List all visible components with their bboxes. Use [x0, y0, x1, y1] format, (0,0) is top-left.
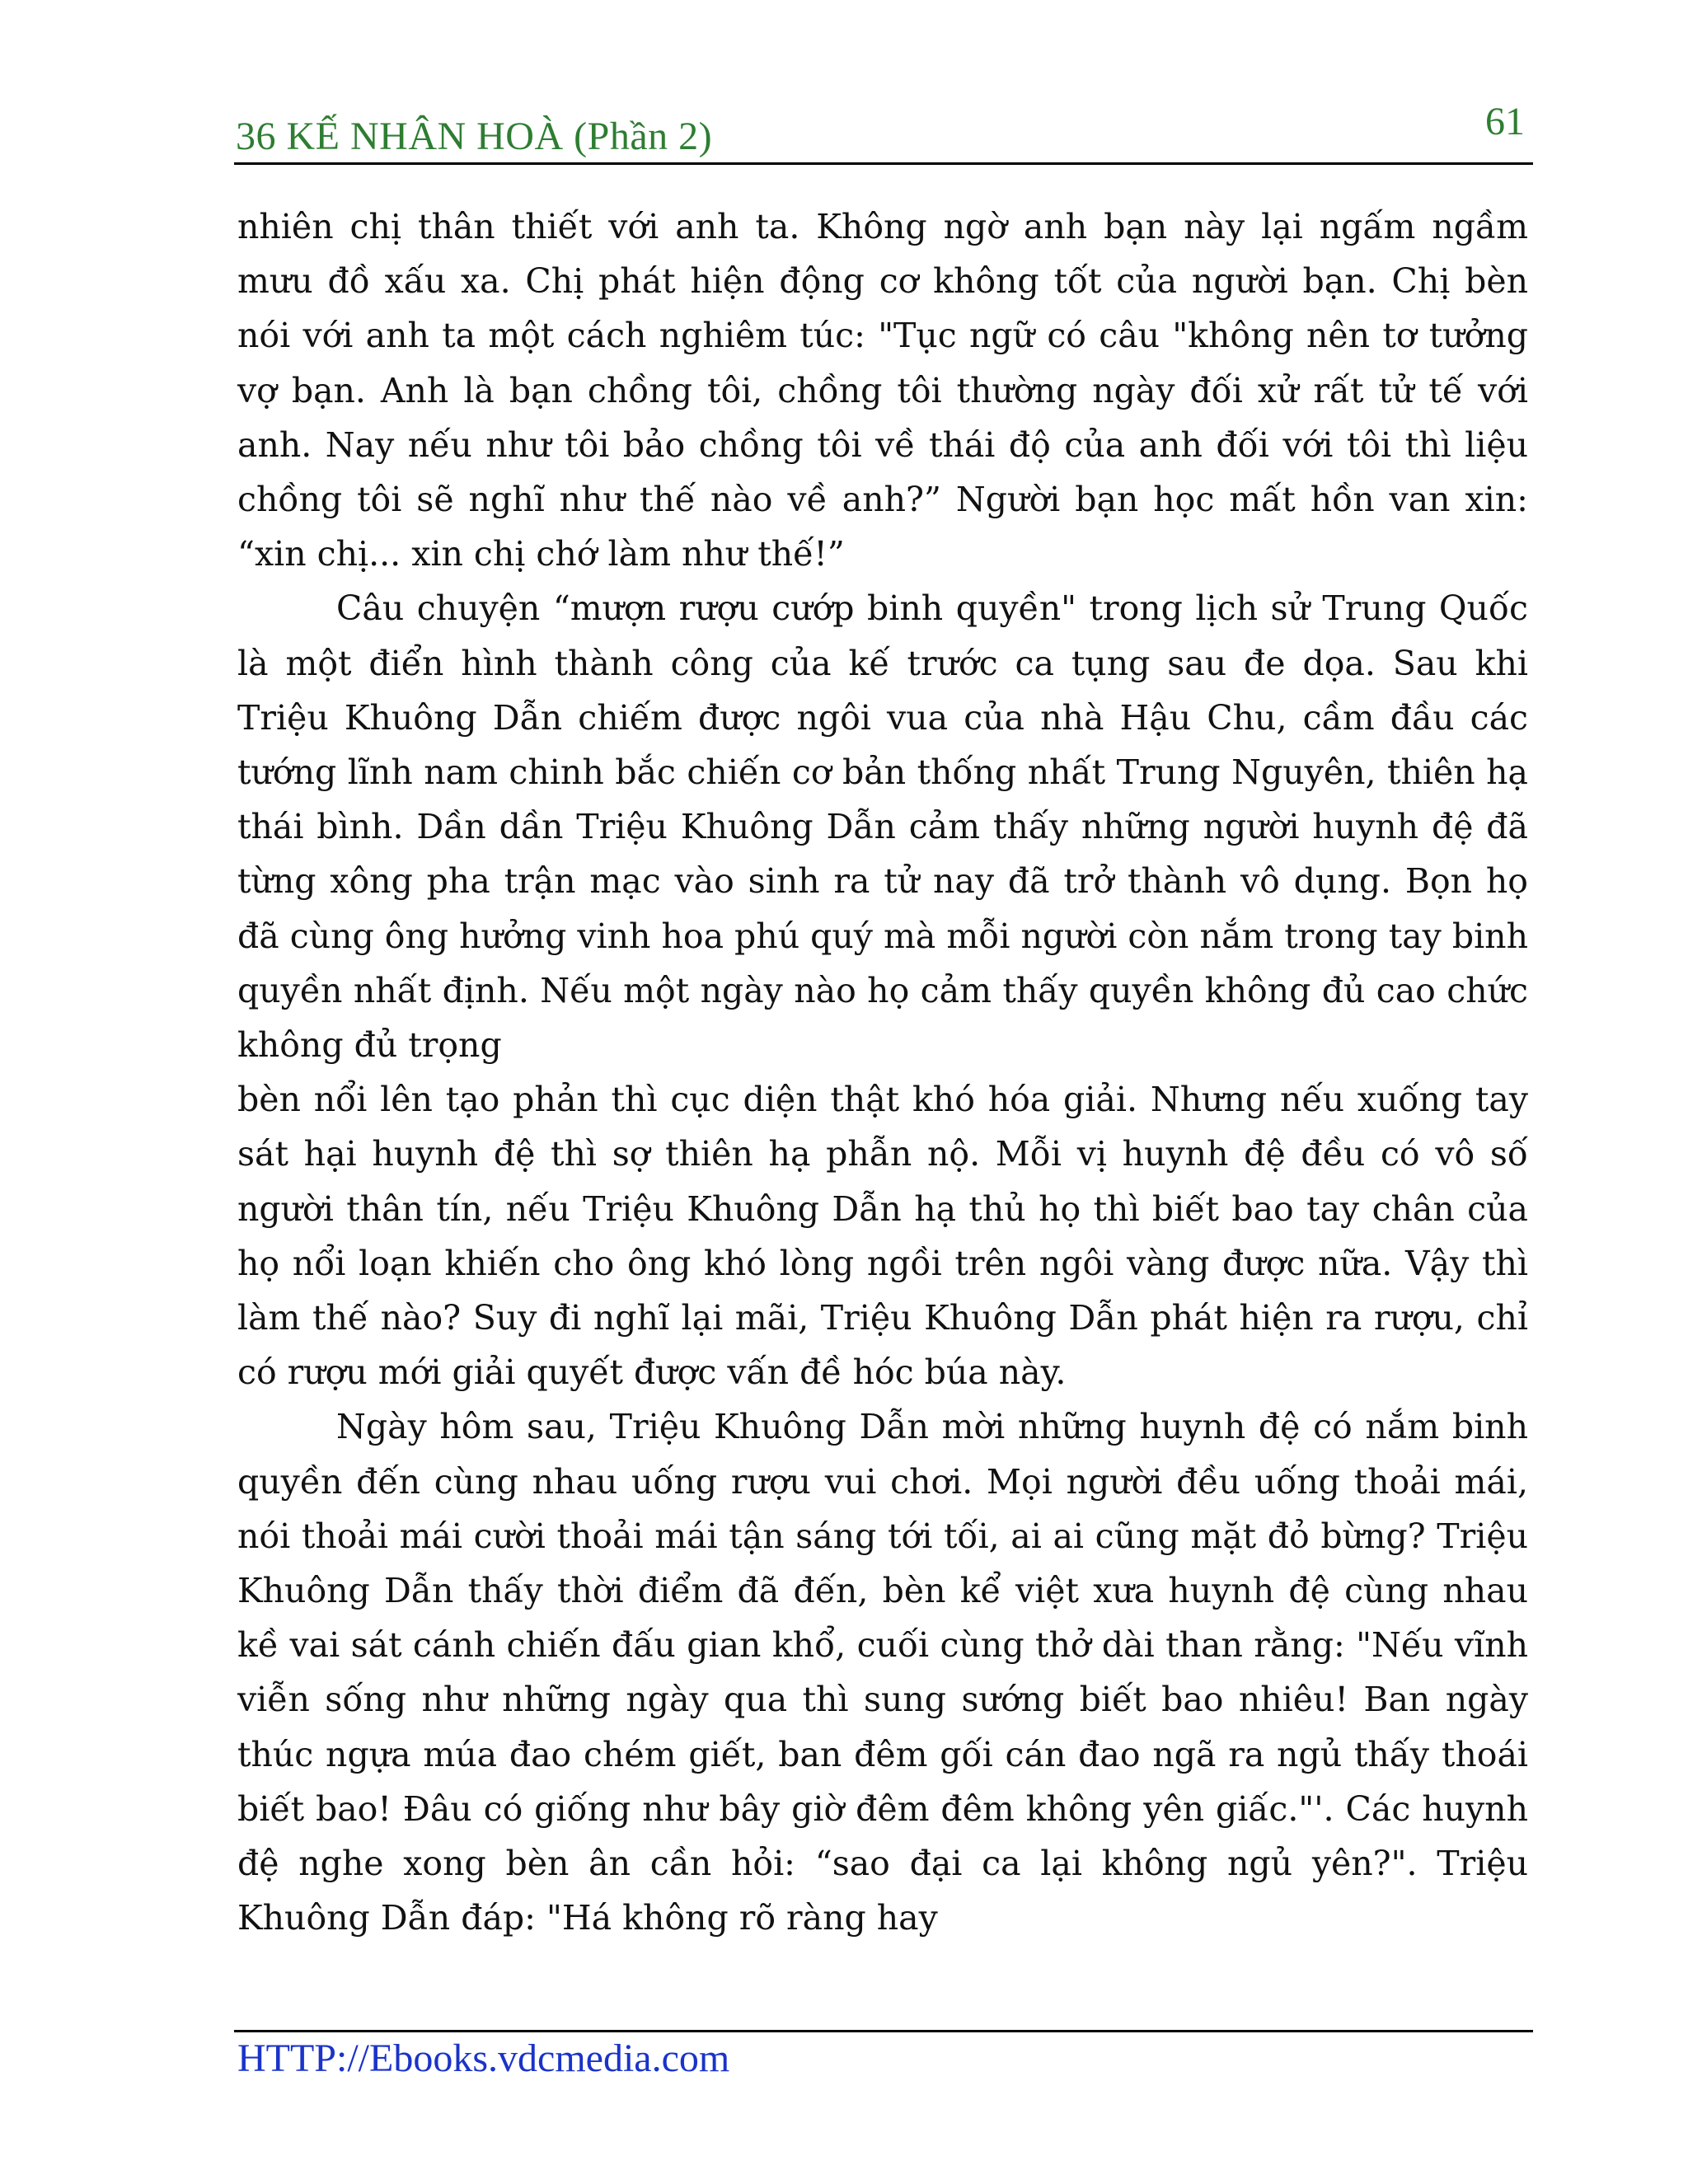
body-text [237, 199, 1528, 1946]
book-title: 36 KẾ NHÂN HOÀ (Phần 2) [236, 115, 713, 158]
footer-link[interactable]: HTTP://Ebooks.vdcmedia.com [237, 2036, 730, 2080]
paragraph-1: nhiên chị thân thiết với anh ta. Không ngờ anh bạn này lại ngấm ngầm mưu đồ xấu xa. Chị phát hiện động cơ không tốt của người bạn. Chị bèn nói với anh ta một cách nghiêm túc: "Tục ngữ có câu "không nên tơ tưởng vợ bạn. Anh là bạn chồng tôi, chồng tôi thường ngày đối xử rất tử tế với anh. Nay nếu như tôi bảo chồng tôi về thái độ của anh đối với tôi thì liệu chồng tôi sẽ nghĩ như thế nào về anh?” Người bạn học mất hồn van xin: “xin chị... xin chị chớ làm như thế!” [237, 207, 1528, 574]
footer-divider [234, 2030, 1533, 2032]
paragraph-3: bèn nổi lên tạo phản thì cục diện thật khó hóa giải. Nhưng nếu xuống tay sát hại huynh đệ thì sợ thiên hạ phẫn nộ. Mỗi vị huynh đệ đều có vô số người thân tín, nếu Triệu Khuông Dẫn hạ thủ họ thì biết bao tay chân của họ nổi loạn khiến cho ông khó lòng ngồi trên ngôi vàng được nữa. Vậy thì làm thế nào? Suy đi nghĩ lại mãi, Triệu Khuông Dẫn phát hiện ra rượu, chỉ có rượu mới giải quyết được vấn đề hóc búa này. [237, 1080, 1528, 1393]
header-divider [234, 162, 1533, 165]
page-header [234, 99, 1533, 165]
paragraph-4: Ngày hôm sau, Triệu Khuông Dẫn mời những huynh đệ có nắm binh quyền đến cùng nhau uống rượu vui chơi. Mọi người đều uống thoải mái, nói thoải mái cười thoải mái tận sáng tới tối, ai ai cũng mặt đỏ bừng? Triệu Khuông Dẫn thấy thời điểm đã đến, bèn kể việt xưa huynh đệ cùng nhau kề vai sát cánh chiến đấu gian khổ, cuối cùng thở dài than rằng: "Nếu vĩnh viễn sống như những ngày qua thì sung sướng biết bao nhiêu! Ban ngày thúc ngựa múa đao chém giết, ban đêm gối cán đao ngã ra ngủ thấy thoái biết bao! Đâu có giống như bây giờ đêm đêm không yên giấc."'. Các huynh đệ nghe xong bèn ân cần hỏi: “sao đại ca lại không ngủ yên?". Triệu Khuông Dẫn đáp: "Há không rõ ràng hay [237, 1407, 1528, 1938]
page-number: 61 [1485, 100, 1525, 143]
paragraph-2: Câu chuyện “mượn rượu cướp binh quyền" trong lịch sử Trung Quốc là một điển hình thành công của kế trước ca tụng sau đe dọa. Sau khi Triệu Khuông Dẫn chiếm được ngôi vua của nhà Hậu Chu, cầm đầu các tướng lĩnh nam chinh bắc chiến cơ bản thống nhất Trung Nguyên, thiên hạ thái bình. Dần dần Triệu Khuông Dẫn cảm thấy những người huynh đệ đã từng xông pha trận mạc vào sinh ra tử nay đã trở thành vô dụng. Bọn họ đã cùng ông hưởng vinh hoa phú quý mà mỗi người còn nắm trong tay binh quyền nhất định. Nếu một ngày nào họ cảm thấy quyền không đủ cao chức không đủ trọng [237, 588, 1528, 1066]
